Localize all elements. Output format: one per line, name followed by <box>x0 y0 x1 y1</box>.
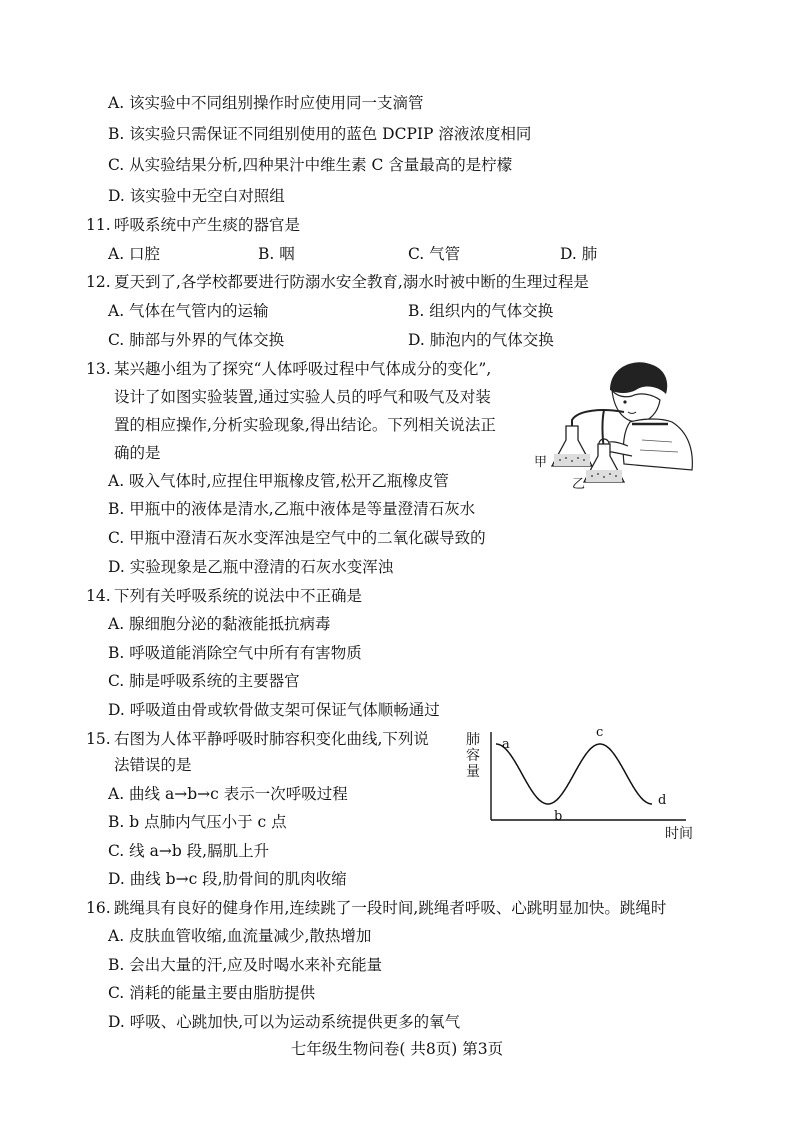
q15-number: 15. <box>86 730 111 748</box>
q14-stem: 下列有关呼吸系统的说法中不正确是 <box>114 587 363 605</box>
q11-number: 11. <box>86 216 111 234</box>
point-label-b: b <box>554 809 563 824</box>
q16-stem: 跳绳具有良好的健身作用,连续跳了一段时间,跳绳者呼吸、心跳明显加快。跳绳时 <box>114 899 667 917</box>
q13-option-c: C. 甲瓶中澄清石灰水变浑浊是空气中的二氧化碳导致的 <box>108 529 486 547</box>
q12-number: 12. <box>86 273 111 291</box>
q14-option-c: C. 肺是呼吸系统的主要器官 <box>108 672 300 690</box>
q11-option-a: A. 口腔 <box>108 245 161 263</box>
q16-option-c: C. 消耗的能量主要由脂肪提供 <box>108 984 316 1002</box>
q14-option-d: D. 呼吸道由骨或软骨做支架可保证气体顺畅通过 <box>108 701 440 719</box>
q10-option-d: D. 该实验中无空白对照组 <box>108 187 285 205</box>
y-axis-label-char-3: 量 <box>466 764 480 780</box>
q15-stem-line-2: 法错误的是 <box>114 756 192 774</box>
q15-option-c: C. 线 a→b 段,膈肌上升 <box>108 842 270 860</box>
breathing-tube <box>572 410 624 436</box>
student-body <box>623 419 692 470</box>
q15-option-a: A. 曲线 a→b→c 表示一次呼吸过程 <box>108 785 348 803</box>
flask-yi-label: 乙 <box>572 477 586 490</box>
q12-option-a: A. 气体在气管内的运输 <box>108 302 269 320</box>
q11-option-d: D. 肺 <box>560 245 598 263</box>
student-hair <box>610 362 667 394</box>
q11-option-b: B. 咽 <box>258 245 295 263</box>
q13-stem-line-4: 确的是 <box>114 444 161 462</box>
point-label-c: c <box>596 725 604 740</box>
q11-stem: 呼吸系统中产生痰的器官是 <box>114 216 301 234</box>
y-axis-label-char-1: 肺 <box>466 732 480 748</box>
lung-volume-curve <box>496 744 652 804</box>
q13-option-a: A. 吸入气体时,应捏住甲瓶橡皮管,松开乙瓶橡皮管 <box>108 472 449 490</box>
point-label-a: a <box>502 737 510 752</box>
q16-number: 16. <box>86 899 111 917</box>
x-axis-label: 时间 <box>665 826 693 842</box>
q13-stem-line-3: 置的相应操作,分析实验现象,得出结论。下列相关说法正 <box>114 416 496 434</box>
flask-jia-label: 甲 <box>534 455 548 470</box>
lung-volume-chart <box>462 722 702 842</box>
q14-option-b: B. 呼吸道能消除空气中所有有害物质 <box>108 644 362 662</box>
q16-option-a: A. 皮肤血管收缩,血流量减少,散热增加 <box>108 927 372 945</box>
q15-stem-line-1: 右图为人体平静呼吸时肺容积变化曲线,下列说 <box>114 730 429 748</box>
q12-option-b: B. 组织内的气体交换 <box>408 302 554 320</box>
q13-stem-line-1: 某兴趣小组为了探究“人体呼吸过程中气体成分的变化”, <box>114 360 492 378</box>
q14-number: 14. <box>86 587 111 605</box>
q13-stem-line-2: 设计了如图实验装置,通过实验人员的呼气和吸气及对装 <box>114 388 491 406</box>
q11-option-c: C. 气管 <box>408 245 461 263</box>
q15-option-b: B. b 点肺内气压小于 c 点 <box>108 813 287 831</box>
q16-option-d: D. 呼吸、心跳加快,可以为运动系统提供更多的氧气 <box>108 1013 461 1031</box>
q12-option-d: D. 肺泡内的气体交换 <box>408 331 554 349</box>
q10-option-c: C. 从实验结果分析,四种果汁中维生素 C 含量最高的是柠檬 <box>108 156 513 174</box>
q12-stem: 夏天到了,各学校都要进行防溺水安全教育,溺水时被中断的生理过程是 <box>114 273 589 291</box>
q13-option-d: D. 实验现象是乙瓶中澄清的石灰水变浑浊 <box>108 558 394 576</box>
y-axis-label-char-2: 容 <box>466 748 480 764</box>
point-label-d: d <box>658 793 667 808</box>
q10-option-b: B. 该实验只需保证不同组别使用的蓝色 DCPIP 溶液浓度相同 <box>108 125 532 143</box>
student-face <box>612 390 660 422</box>
q15-option-d: D. 曲线 b→c 段,肋骨间的肌肉收缩 <box>108 870 347 888</box>
q13-option-b: B. 甲瓶中的液体是清水,乙瓶中液体是等量澄清石灰水 <box>108 500 476 518</box>
q13-apparatus-figure <box>532 350 702 490</box>
page-footer: 七年级生物问卷( 共8页) 第3页 <box>290 1040 504 1058</box>
q14-option-a: A. 腺细胞分泌的黏液能抵抗病毒 <box>108 615 331 633</box>
q13-number: 13. <box>86 360 111 378</box>
q12-option-c: C. 肺部与外界的气体交换 <box>108 331 285 349</box>
q16-option-b: B. 会出大量的汗,应及时喝水来补充能量 <box>108 956 383 974</box>
q10-option-a: A. 该实验中不同组别操作时应使用同一支滴管 <box>108 94 424 112</box>
